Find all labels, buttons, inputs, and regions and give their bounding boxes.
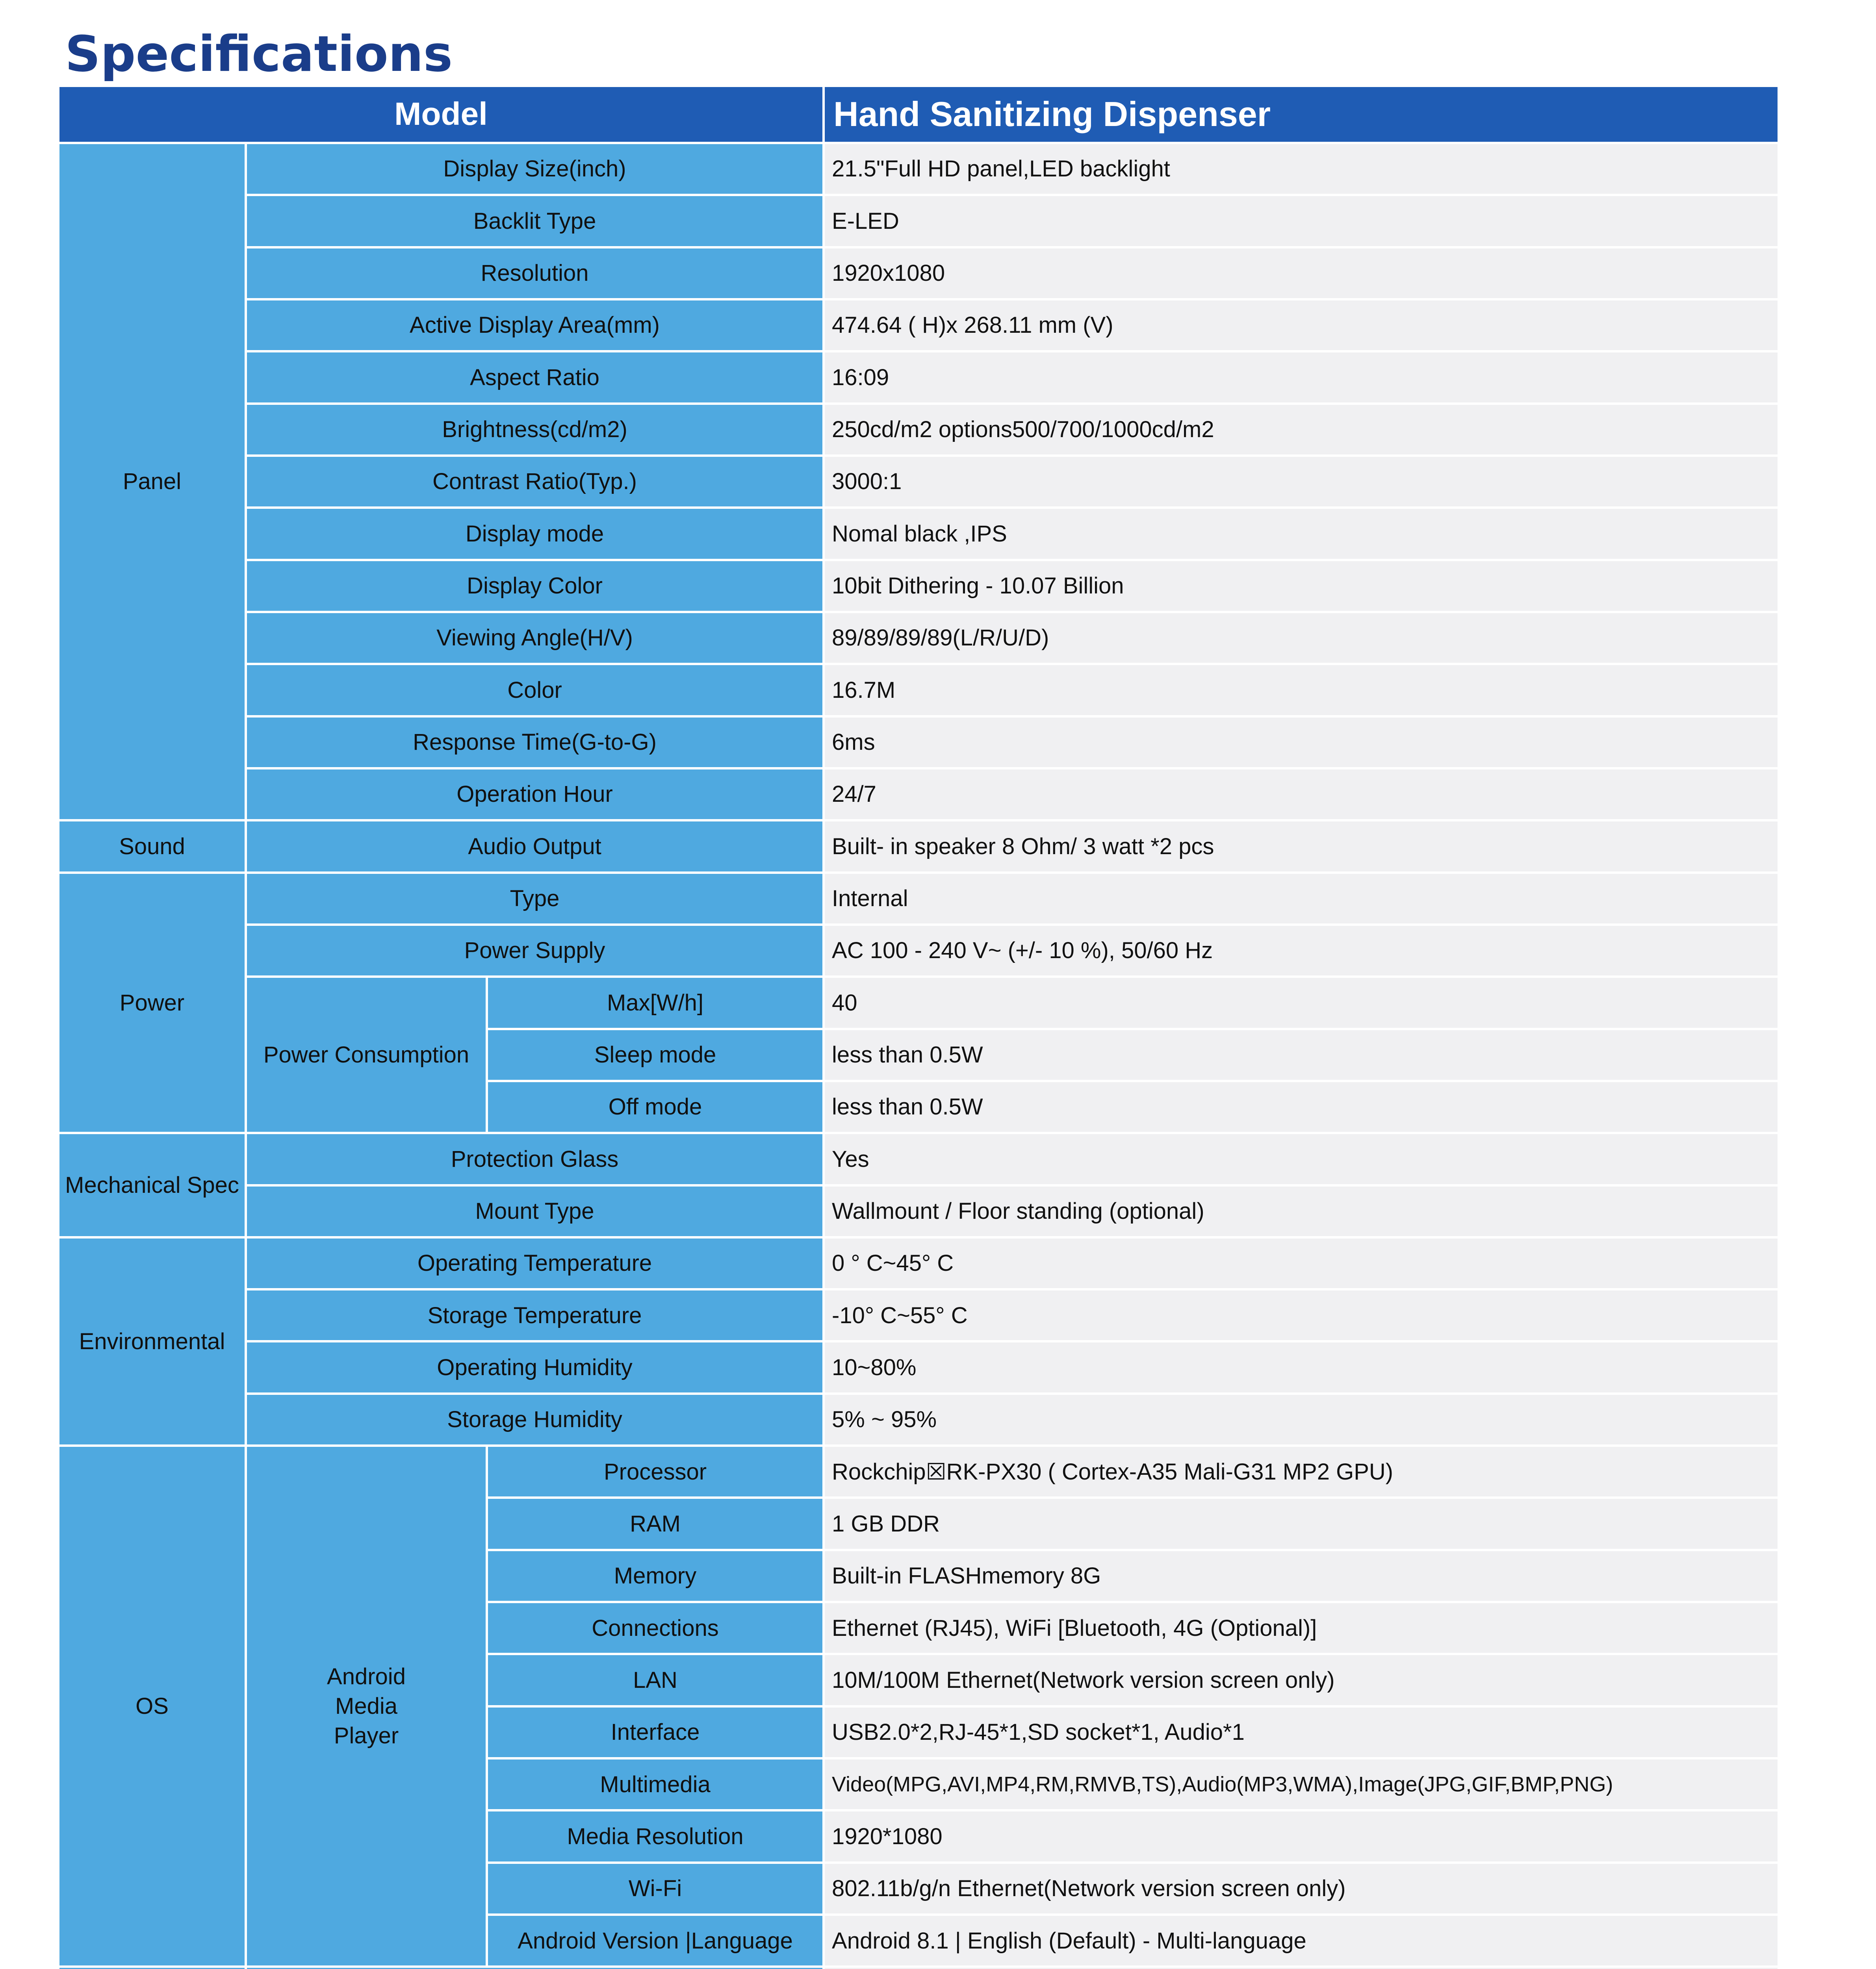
param-value: less than 0.5W (824, 1081, 1779, 1133)
param-label: Viewing Angle(H/V) (246, 612, 824, 664)
param-value: 474.64 ( H)x 268.11 mm (V) (824, 299, 1779, 351)
param-label: Brightness(cd/m2) (246, 404, 824, 456)
table-row (58, 768, 1779, 820)
subcategory-power-consumption: Power Consumption (246, 977, 487, 1133)
param-value: 5% ~ 95% (824, 1394, 1779, 1446)
param-value: Rockchip☒RK-PX30 ( Cortex-A35 Mali-G31 MP2 GPU) (824, 1446, 1779, 1498)
param-value: Ethernet (RJ45), WiFi [Bluetooth, 4G (Optional)] (824, 1602, 1779, 1654)
spec-table (57, 85, 1780, 1969)
param-label: LAN (487, 1654, 824, 1706)
table-row (58, 299, 1779, 351)
param-value: Built-in FLASHmemory 8G (824, 1550, 1779, 1602)
param-label: Wi-Fi (487, 1863, 824, 1915)
param-label: Audio Output (246, 820, 824, 872)
param-value: less than 0.5W (824, 1029, 1779, 1081)
table-row (58, 1237, 1779, 1289)
param-label: Power Supply (246, 925, 824, 977)
param-label: Media Resolution (487, 1810, 824, 1862)
param-value: 10bit Dithering - 10.07 Billion (824, 560, 1779, 612)
category-power: Power (58, 873, 246, 1133)
table-row (58, 1133, 1779, 1185)
param-value: 16:09 (824, 351, 1779, 403)
table-row (58, 560, 1779, 612)
param-value: 802.11b/g/n Ethernet(Network version screen only) (824, 1863, 1779, 1915)
param-label: Sleep mode (487, 1029, 824, 1081)
param-label: Resolution (246, 247, 824, 299)
param-label: Contrast Ratio(Typ.) (246, 456, 824, 508)
category-panel: Panel (58, 143, 246, 820)
table-row (58, 1967, 1779, 1969)
category-os: OS (58, 1446, 246, 1967)
param-value: 21.5"Full HD panel,LED backlight (824, 143, 1779, 195)
header-row (58, 86, 1779, 143)
param-label: Backlit Type (246, 195, 824, 247)
param-value: 40 (824, 977, 1779, 1029)
param-label (246, 1967, 824, 1969)
param-value: USB2.0*2,RJ-45*1,SD socket*1, Audio*1 (824, 1706, 1779, 1758)
param-value: Video(MPG,AVI,MP4,RM,RMVB,TS),Audio(MP3,WMA),Image(JPG,GIF,BMP,PNG) (824, 1758, 1779, 1810)
param-label: Connections (487, 1602, 824, 1654)
param-value: 250cd/m2 options500/700/1000cd/m2 (824, 404, 1779, 456)
param-label: Interface (487, 1706, 824, 1758)
param-value: 89/89/89/89(L/R/U/D) (824, 612, 1779, 664)
param-label: Type (246, 873, 824, 925)
param-label: Display Size(inch) (246, 143, 824, 195)
param-value: Yes (824, 1133, 1779, 1185)
param-value: Internal (824, 873, 1779, 925)
page-title: Specifications (65, 26, 453, 83)
param-value (824, 1967, 1779, 1969)
param-value: 1920*1080 (824, 1810, 1779, 1862)
model-header: Model (58, 86, 824, 143)
param-label: Active Display Area(mm) (246, 299, 824, 351)
param-label: Color (246, 664, 824, 716)
param-value: Wallmount / Floor standing (optional) (824, 1185, 1779, 1237)
param-value: AC 100 - 240 V~ (+/- 10 %), 50/60 Hz (824, 925, 1779, 977)
param-label: Operating Humidity (246, 1341, 824, 1393)
category-mechanical-spec: Mechanical Spec (58, 1133, 246, 1237)
param-value: 24/7 (824, 768, 1779, 820)
param-value: 10~80% (824, 1341, 1779, 1393)
table-row (58, 1446, 1779, 1498)
param-label: Storage Humidity (246, 1394, 824, 1446)
param-label: Android Version |Language (487, 1915, 824, 1967)
param-value: 1920x1080 (824, 247, 1779, 299)
table-row (58, 247, 1779, 299)
subcategory-android-media-player: Android Media Player (246, 1446, 487, 1967)
table-row (58, 143, 1779, 195)
param-value: 6ms (824, 716, 1779, 768)
table-row (58, 195, 1779, 247)
param-label: Protection Glass (246, 1133, 824, 1185)
category-sanitizer-dispensing (58, 1967, 246, 1969)
param-value: -10° C~55° C (824, 1289, 1779, 1341)
category-sound: Sound (58, 820, 246, 872)
param-label: Max[W/h] (487, 977, 824, 1029)
param-label: Response Time(G-to-G) (246, 716, 824, 768)
table-row (58, 820, 1779, 872)
table-row (58, 1289, 1779, 1341)
param-label: Operation Hour (246, 768, 824, 820)
param-label: Multimedia (487, 1758, 824, 1810)
table-row (58, 1341, 1779, 1393)
param-label: Mount Type (246, 1185, 824, 1237)
param-label: Display Color (246, 560, 824, 612)
param-value: 0 ° C~45° C (824, 1237, 1779, 1289)
table-row (58, 977, 1779, 1029)
param-value: E-LED (824, 195, 1779, 247)
table-row (58, 508, 1779, 560)
table-row (58, 873, 1779, 925)
param-value: Nomal black ,IPS (824, 508, 1779, 560)
param-label: Display mode (246, 508, 824, 560)
table-row (58, 351, 1779, 403)
param-value: 3000:1 (824, 456, 1779, 508)
table-row (58, 925, 1779, 977)
table-row (58, 1394, 1779, 1446)
param-label: RAM (487, 1498, 824, 1550)
table-row (58, 456, 1779, 508)
param-value: 1 GB DDR (824, 1498, 1779, 1550)
category-environmental: Environmental (58, 1237, 246, 1446)
param-label: Off mode (487, 1081, 824, 1133)
param-label: Memory (487, 1550, 824, 1602)
table-row (58, 404, 1779, 456)
param-label: Storage Temperature (246, 1289, 824, 1341)
param-value: Android 8.1 | English (Default) - Multi-language (824, 1915, 1779, 1967)
param-value: Built- in speaker 8 Ohm/ 3 watt *2 pcs (824, 820, 1779, 872)
table-row (58, 664, 1779, 716)
param-value: 16.7M (824, 664, 1779, 716)
table-row (58, 716, 1779, 768)
param-label: Operating Temperature (246, 1237, 824, 1289)
table-row (58, 612, 1779, 664)
product-name-header: Hand Sanitizing Dispenser (824, 86, 1779, 143)
param-label: Aspect Ratio (246, 351, 824, 403)
param-label: Processor (487, 1446, 824, 1498)
table-row (58, 1185, 1779, 1237)
param-value: 10M/100M Ethernet(Network version screen only) (824, 1654, 1779, 1706)
